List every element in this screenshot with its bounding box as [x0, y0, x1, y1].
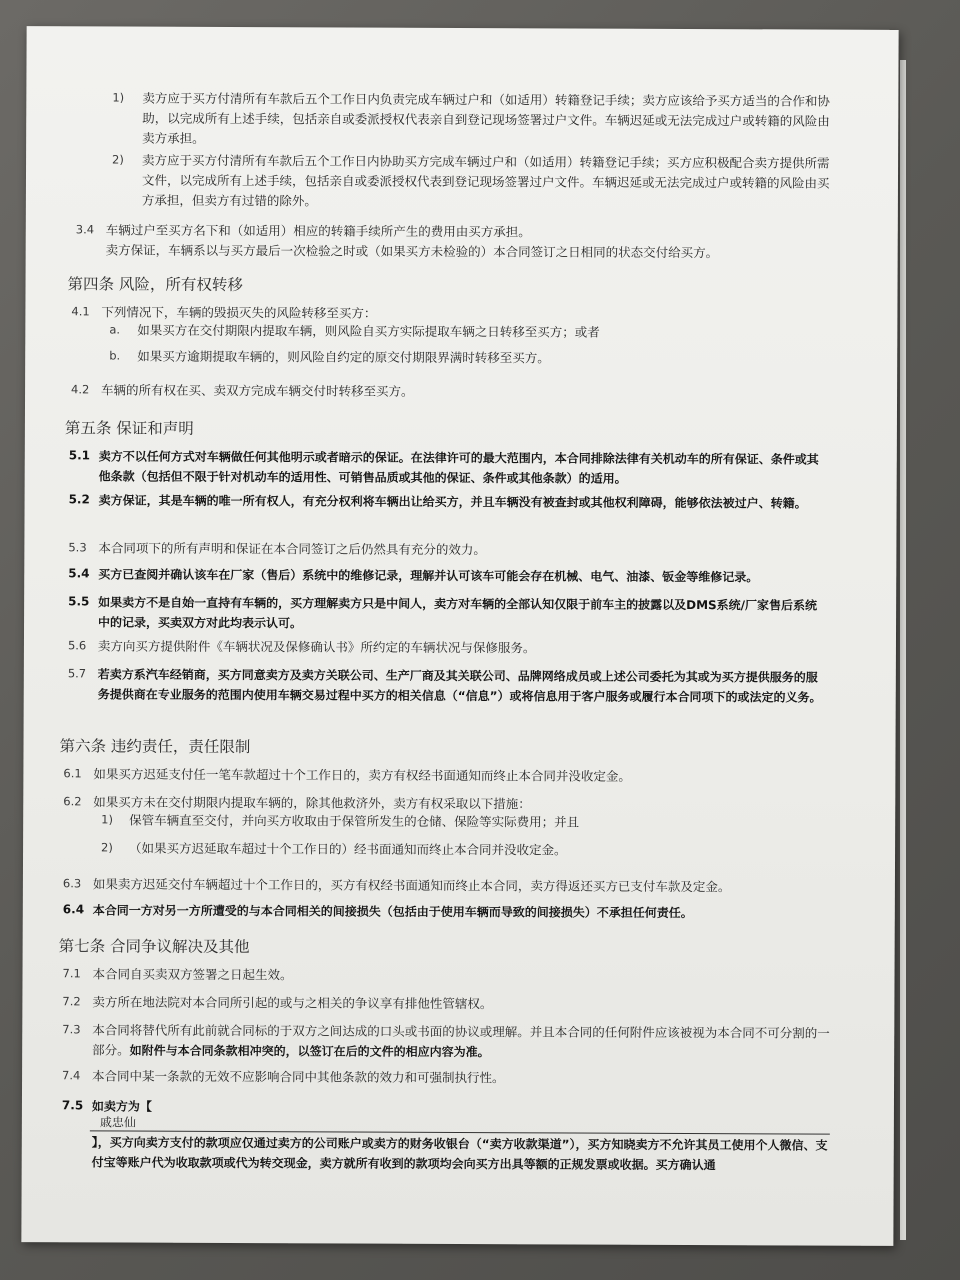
clause-number: 7.3 [62, 1022, 81, 1037]
clause-4-2: 车辆的所有权在买、卖双方完成车辆交付时转移至买方。 [101, 382, 414, 399]
clause-5-1: 卖方不以任何方式对车辆做任何其他明示或者暗示的保证。在法律许可的最大范围内，本合同排除法律有关机动车的所有保证、条件或其他条款（包括但不限于针对机动车的适用性、可销售品质或其他的保证、条件或其他条款）的适用。 [98, 449, 819, 486]
clause-number: 4.1 [71, 304, 90, 319]
clause-7-4: 本合同中某一条款的无效不应影响合同中其他条款的效力和可强制执行性。 [92, 1068, 505, 1086]
clause-number: 4.2 [71, 382, 90, 397]
clause-6-2-item-1: 保管车辆直至交付，并向买方收取由于保管所发生的仓储、保险等实际费用；并且 [129, 812, 580, 830]
item-letter: b. [109, 348, 121, 363]
clause-5-2: 卖方保证，其是车辆的唯一所有权人，有充分权利将车辆出让给买方，并且车辆没有被查封或其他权利障碍，能够依法被过户、转籍。 [98, 493, 807, 511]
clause-5-3: 本合同项下的所有声明和保证在本合同签订之后仍然具有充分的效力。 [98, 540, 486, 558]
article-7-heading: 第七条 合同争议解决及其他 [58, 937, 250, 957]
clause-number: 5.3 [68, 540, 87, 555]
clause-5-7: 若卖方系汽车经销商，买方同意卖方及卖方关联公司、生产厂商及其关联公司、品牌网络成员或上述公司委托为其或为买方提供服务的服务提供商在专业服务的范围内使用车辆交易过程中买方的相关信息（“信息”）或将信息用于客户服务或履行本合同项下的或法定的义务。 [97, 667, 822, 705]
clause-number: 6.1 [63, 766, 82, 781]
clause-6-2: 如果买方未在交付期限内提取车辆的，除其他救济外，卖方有权采取以下措施： [93, 794, 531, 812]
clause-number: 7.5 [61, 1098, 84, 1113]
clause-number: 5.2 [68, 492, 90, 507]
clause-number: 6.4 [62, 902, 85, 917]
clause-3-3-item-2: 卖方应于买方付清所有车款后五个工作日内协助买方完成车辆过户和（如适用）转籍登记手续；买方应积极配合卖方提供所需文件，以完成所有上述手续，包括亲自或委派授权代表到登记现场签署过户文件。车辆迟延或无法完成过户或转籍的风险由买方承担，但卖方有过错的除外。 [141, 152, 830, 209]
clause-7-3-bold-text: 如附件与本合同条款相冲突的，以签订在后的文件的相应内容为准。 [129, 1043, 490, 1060]
clause-7-2: 卖方所在地法院对本合同所引起的或与之相关的争议享有排他性管辖权。 [92, 994, 493, 1012]
clause-3-4-line-2: 卖方保证，车辆系以与买方最后一次检验之时或（如果买方未检验的）本合同签订之日相同的状态交付给买方。 [105, 242, 719, 261]
clause-number: 5.5 [68, 594, 90, 609]
clause-number: 7.4 [62, 1068, 81, 1083]
clause-5-5: 如果卖方不是自始一直持有车辆的，买方理解卖方只是中间人，卖方对车辆的全部认知仅限于前车主的披露以及DMS系统/厂家售后系统中的记录，买卖双方对此均表示认可。 [98, 595, 818, 631]
item-number: 2) [101, 840, 113, 855]
clause-5-6: 卖方向买方提供附件《车辆状况及保修确认书》所约定的车辆状况与保修服务。 [97, 638, 536, 656]
item-number: 2) [112, 152, 124, 167]
clause-4-1: 下列情况下，车辆的毁损灭失的风险转移至买方： [101, 304, 377, 321]
item-number: 1) [101, 812, 114, 827]
clause-3-3-item-1: 卖方应于买方付清所有车款后五个工作日内负责完成车辆过户和（如适用）转籍登记手续；卖方应该给予买方适当的合作和协助，以完成所有上述手续，包括亲自或委派授权代表亲自到登记现场签署过户文件。车辆迟延或无法完成过户或转籍的风险由卖方承担。 [142, 90, 830, 146]
clause-6-3: 如果卖方迟延交付车辆超过十个工作日的，买方有权经书面通知而终止本合同，卖方得返还买方已支付车款及定金。 [92, 876, 731, 895]
article-6-heading: 第六条 违约责任，责任限制 [59, 737, 251, 757]
contract-page [21, 26, 898, 1246]
article-5-heading: 第五条 保证和声明 [64, 419, 194, 438]
clause-7-5-text: 】，买方向卖方支付的款项应仅通过卖方的公司账户或卖方的财务收银台（“卖方收款渠道”），买方知晓卖方不允许其员工使用个人微信、支付宝等账户代为收取款项或代为转交现金，卖方就所有收到的款项均会向买方出具等额的正规发票或收据。买方确认通 [91, 1135, 828, 1173]
clause-number: 5.1 [68, 448, 91, 463]
item-number: 1) [112, 90, 125, 105]
clause-4-1-a: 如果买方在交付期限内提取车辆，则风险自买方实际提取车辆之日转移至买方；或者 [137, 322, 600, 340]
clause-7-1: 本合同自买卖双方签署之日起生效。 [92, 966, 293, 983]
clause-number: 6.3 [62, 876, 82, 891]
clause-5-4: 买方已查阅并确认该车在厂家（售后）系统中的维修记录，理解并认可该车可能会存在机械、电气、油漆、钣金等维修记录。 [98, 567, 759, 585]
clause-3-4-line-1: 车辆过户至买方名下和（如适用）相应的转籍手续所产生的费用由买方承担。 [105, 222, 531, 240]
clause-7-3-text: 本合同将替代所有此前就合同标的于双方之间达成的口头或书面的协议或理解。并且本合同的任何附件应该被视为本合同不可分割的一部分。 [92, 1022, 830, 1058]
clause-7-5-label: 如卖方为【 [91, 1099, 152, 1114]
clause-6-2-item-2: （如果买方迟延取车超过十个工作日的）经书面通知而终止本合同并没收定金。 [129, 840, 567, 858]
page-content [21, 26, 898, 1246]
article-4-heading: 第四条 风险，所有权转移 [67, 275, 244, 295]
clause-number: 3.4 [75, 222, 95, 237]
clause-number: 5.7 [67, 666, 87, 681]
clause-number: 6.2 [63, 794, 82, 809]
clause-number: 7.2 [62, 994, 81, 1009]
clause-number: 7.1 [62, 966, 81, 981]
clause-number: 5.6 [67, 638, 87, 653]
clause-number: 5.4 [68, 566, 90, 581]
clause-6-4: 本合同一方对另一方所遭受的与本合同相关的间接损失（包括由于使用车辆而导致的间接损失）不承担任何责任。 [92, 903, 693, 921]
item-letter: a. [109, 322, 121, 337]
clause-4-1-b: 如果买方逾期提取车辆的，则风险自约定的原交付期限界满时转移至买方。 [137, 348, 550, 366]
seller-name-filled: 戚忠仙 [99, 1115, 136, 1130]
underlying-sheet-edge [900, 60, 906, 1240]
clause-7-3 [92, 1020, 832, 1063]
clause-6-1: 如果买方迟延支付任一笔车款超过十个工作日的，卖方有权经书面通知而终止本合同并没收定金。 [93, 766, 631, 784]
